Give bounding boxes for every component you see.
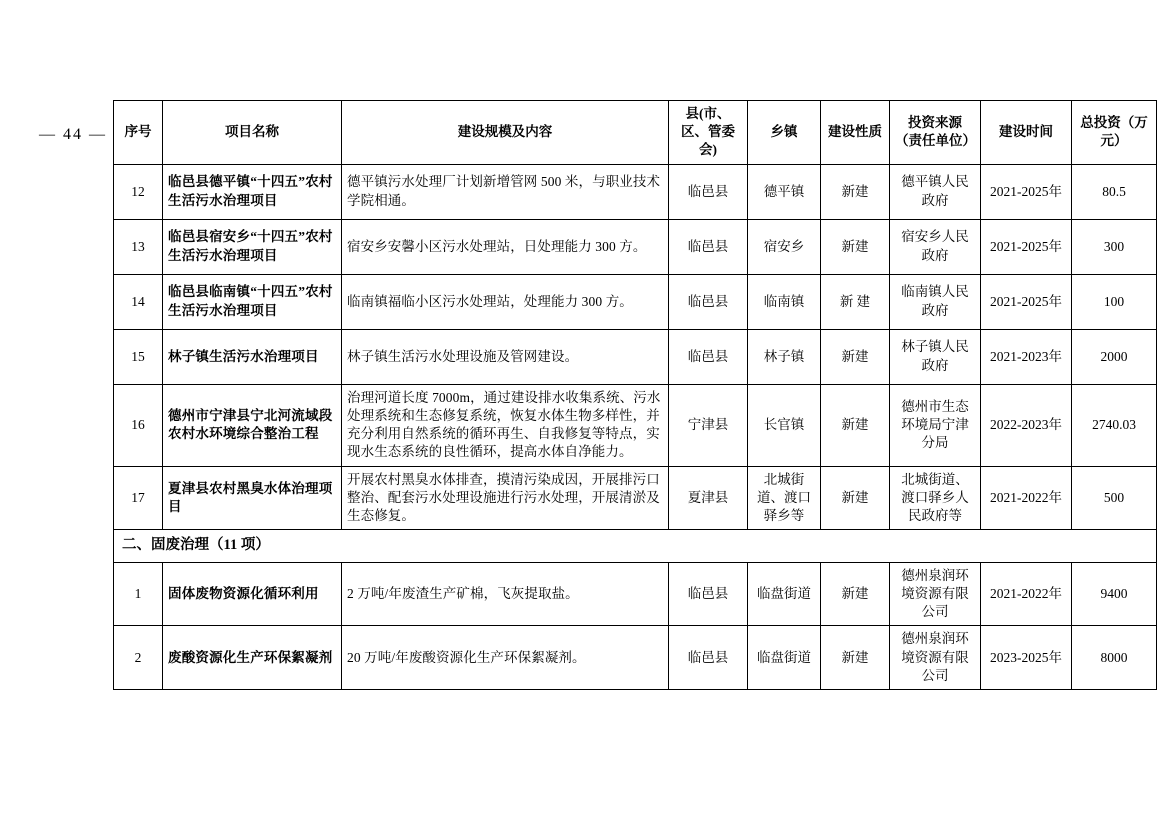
table-row: [114, 164, 1157, 219]
column-header-time: 建设时间: [981, 101, 1072, 165]
cell-investment: 500: [1072, 466, 1157, 530]
cell-project-name: 临邑县临南镇“十四五”农村生活污水治理项目: [163, 274, 342, 329]
cell-investment: 300: [1072, 219, 1157, 274]
column-header-county: 县(市、区、管委会): [669, 101, 748, 165]
cell-scope: 治理河道长度 7000m，通过建设排水收集系统、污水处理系统和生态修复系统，恢复水体生物多样性，并充分利用自然系统的循环再生、自我修复等特点，实现水生态系统的良性循环，提高水体自净能力。: [342, 384, 669, 466]
column-header-type: 建设性质: [821, 101, 890, 165]
cell-index: 12: [114, 164, 163, 219]
cell-county: 临邑县: [669, 164, 748, 219]
table-row: [114, 329, 1157, 384]
cell-type: 新建: [821, 329, 890, 384]
cell-town: 宿安乡: [748, 219, 821, 274]
column-header-investment: 总投资（万元）: [1072, 101, 1157, 165]
cell-source: 临南镇人民政府: [890, 274, 981, 329]
column-header-index: 序号: [114, 101, 163, 165]
table-row: [114, 384, 1157, 466]
cell-time: 2021-2023年: [981, 329, 1072, 384]
cell-time: 2021-2022年: [981, 466, 1072, 530]
project-table: [113, 100, 1157, 690]
cell-index: 1: [114, 562, 163, 626]
cell-scope: 开展农村黑臭水体排查，摸清污染成因，开展排污口整治、配套污水处理设施进行污水处理，开展清淤及生态修复。: [342, 466, 669, 530]
column-header-scope: 建设规模及内容: [342, 101, 669, 165]
table-row: [114, 219, 1157, 274]
cell-town: 德平镇: [748, 164, 821, 219]
cell-time: 2023-2025年: [981, 626, 1072, 690]
cell-county: 临邑县: [669, 329, 748, 384]
cell-project-name: 废酸资源化生产环保絮凝剂: [163, 626, 342, 690]
page-number: — 44 —: [39, 126, 107, 143]
cell-type: 新建: [821, 626, 890, 690]
cell-index: 16: [114, 384, 163, 466]
cell-investment: 100: [1072, 274, 1157, 329]
cell-index: 13: [114, 219, 163, 274]
cell-scope: 德平镇污水处理厂计划新增管网 500 米，与职业技术学院相通。: [342, 164, 669, 219]
table-row: [114, 466, 1157, 530]
cell-county: 临邑县: [669, 562, 748, 626]
cell-town: 长官镇: [748, 384, 821, 466]
cell-time: 2022-2023年: [981, 384, 1072, 466]
table-section-row: [114, 530, 1157, 563]
cell-project-name: 固体废物资源化循环利用: [163, 562, 342, 626]
column-header-source: 投资来源（责任单位）: [890, 101, 981, 165]
cell-index: 2: [114, 626, 163, 690]
cell-type: 新建: [821, 466, 890, 530]
cell-source: 德州泉润环境资源有限公司: [890, 626, 981, 690]
cell-time: 2021-2022年: [981, 562, 1072, 626]
cell-project-name: 临邑县德平镇“十四五”农村生活污水治理项目: [163, 164, 342, 219]
cell-project-name: 夏津县农村黑臭水体治理项目: [163, 466, 342, 530]
cell-investment: 80.5: [1072, 164, 1157, 219]
cell-type: 新 建: [821, 274, 890, 329]
column-header-project-name: 项目名称: [163, 101, 342, 165]
cell-county: 夏津县: [669, 466, 748, 530]
table-header: [114, 101, 1157, 165]
cell-county: 临邑县: [669, 219, 748, 274]
table-header-row: [114, 101, 1157, 165]
cell-source: 德州市生态环境局宁津分局: [890, 384, 981, 466]
cell-county: 临邑县: [669, 274, 748, 329]
cell-scope: 2 万吨/年废渣生产矿棉，飞灰提取盐。: [342, 562, 669, 626]
column-header-town: 乡镇: [748, 101, 821, 165]
cell-town: 临盘街道: [748, 562, 821, 626]
cell-source: 宿安乡人民政府: [890, 219, 981, 274]
cell-town: 临盘街道: [748, 626, 821, 690]
cell-project-name: 临邑县宿安乡“十四五”农村生活污水治理项目: [163, 219, 342, 274]
cell-town: 北城街道、渡口驿乡等: [748, 466, 821, 530]
cell-town: 临南镇: [748, 274, 821, 329]
cell-scope: 临南镇福临小区污水处理站，处理能力 300 方。: [342, 274, 669, 329]
cell-investment: 2000: [1072, 329, 1157, 384]
cell-index: 17: [114, 466, 163, 530]
table-row: [114, 274, 1157, 329]
cell-county: 宁津县: [669, 384, 748, 466]
cell-town: 林子镇: [748, 329, 821, 384]
cell-index: 14: [114, 274, 163, 329]
table-body: [114, 164, 1157, 689]
cell-time: 2021-2025年: [981, 164, 1072, 219]
cell-source: 北城街道、渡口驿乡人民政府等: [890, 466, 981, 530]
cell-scope: 20 万吨/年废酸资源化生产环保絮凝剂。: [342, 626, 669, 690]
cell-project-name: 林子镇生活污水治理项目: [163, 329, 342, 384]
cell-time: 2021-2025年: [981, 219, 1072, 274]
cell-scope: 宿安乡安馨小区污水处理站，日处理能力 300 方。: [342, 219, 669, 274]
cell-type: 新建: [821, 219, 890, 274]
cell-source: 德州泉润环境资源有限公司: [890, 562, 981, 626]
cell-investment: 9400: [1072, 562, 1157, 626]
cell-source: 林子镇人民政府: [890, 329, 981, 384]
cell-investment: 2740.03: [1072, 384, 1157, 466]
section-title: 二、固废治理（11 项）: [114, 530, 1157, 563]
cell-source: 德平镇人民政府: [890, 164, 981, 219]
cell-time: 2021-2025年: [981, 274, 1072, 329]
cell-investment: 8000: [1072, 626, 1157, 690]
table-row: [114, 562, 1157, 626]
cell-scope: 林子镇生活污水处理设施及管网建设。: [342, 329, 669, 384]
cell-county: 临邑县: [669, 626, 748, 690]
table-row: [114, 626, 1157, 690]
cell-project-name: 德州市宁津县宁北河流域段农村水环境综合整治工程: [163, 384, 342, 466]
cell-type: 新建: [821, 164, 890, 219]
cell-type: 新建: [821, 562, 890, 626]
cell-type: 新建: [821, 384, 890, 466]
cell-index: 15: [114, 329, 163, 384]
